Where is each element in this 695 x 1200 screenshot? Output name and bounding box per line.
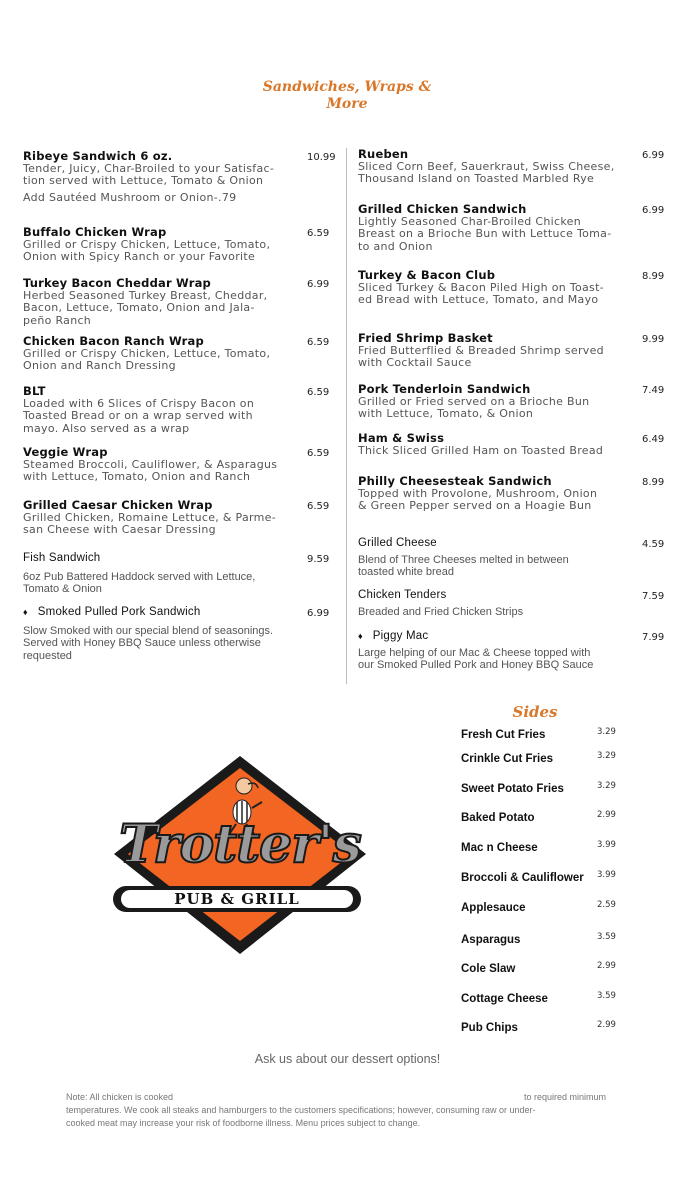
menu-item-name: [23, 150, 308, 163]
menu-item-name-text: Turkey Bacon Cheddar Wrap: [23, 276, 211, 290]
menu-item: [23, 385, 308, 435]
menu-item-price: 7.99: [642, 632, 665, 643]
menu-item: [358, 589, 643, 618]
menu-item-name-text: Grilled Cheese: [358, 537, 437, 549]
menu-item: [358, 332, 643, 370]
menu-item-name: [23, 385, 308, 398]
menu-item-description: Grilled or Crispy Chicken, Lettuce, Tomato, Onion and Ranch Dressing: [23, 346, 271, 372]
menu-item-description: 6oz Pub Battered Haddock served with Lettuce, Tomato & Onion: [23, 570, 256, 595]
note-line-3: cooked meat may increase your risk of foodborne illness. Menu prices subject to change.: [66, 1118, 421, 1128]
menu-item: [23, 226, 308, 264]
menu-item-price: 6.59: [307, 387, 330, 398]
side-item-name: Asparagus: [461, 934, 521, 946]
dessert-message: Ask us about our dessert options!: [254, 1052, 441, 1066]
side-item-price: 3.99: [597, 840, 616, 850]
menu-item-description: Large helping of our Mac & Cheese topped with our Smoked Pulled Pork and Honey BBQ Sauce: [358, 646, 594, 671]
side-item-name: Crinkle Cut Fries: [461, 753, 554, 765]
menu-item-name: [23, 606, 308, 619]
menu-item: [358, 203, 643, 253]
menu-item-name: [358, 589, 643, 602]
side-item-price: 3.59: [597, 932, 616, 942]
menu-item-name: [358, 203, 643, 216]
menu-item-name-text: Grilled Chicken Sandwich: [358, 202, 527, 216]
menu-item-name-text: Chicken Tenders: [358, 589, 447, 601]
logo-subtitle-inner: PUB & GRILL: [121, 890, 353, 908]
menu-item-price: 7.49: [642, 385, 665, 396]
menu-item-price: 6.59: [307, 448, 330, 459]
side-item-price: 2.99: [597, 810, 616, 820]
menu-item: [23, 499, 308, 537]
menu-item: [23, 606, 308, 662]
menu-item-description: Lightly Seasoned Char-Broiled Chicken Breast on a Brioche Bun with Lettuce Toma- to and Onion: [358, 214, 612, 253]
side-item-price: 3.29: [597, 751, 616, 761]
menu-item-price: 8.99: [642, 271, 665, 282]
menu-item-price: 6.99: [307, 279, 330, 290]
side-item-name: Applesauce: [461, 902, 526, 914]
menu-item-description: Tender, Juicy, Char-Broiled to your Satisfac- tion served with Lettuce, Tomato & Onion: [23, 161, 275, 187]
side-item-price: 3.59: [597, 991, 616, 1001]
menu-item-description: Blend of Three Cheeses melted in between toasted white bread: [358, 553, 569, 578]
menu-item-name-text: Buffalo Chicken Wrap: [23, 225, 167, 239]
menu-item: [23, 150, 308, 204]
menu-item-name-text: Pork Tenderloin Sandwich: [358, 382, 531, 396]
menu-item-price: 4.59: [642, 539, 665, 550]
side-item-price: 3.99: [597, 870, 616, 880]
side-item-name: Baked Potato: [461, 812, 535, 824]
menu-item-name: [358, 630, 643, 643]
menu-item-name: [23, 277, 308, 290]
side-item-name: Cole Slaw: [461, 963, 516, 975]
menu-item: [358, 475, 643, 513]
menu-item-name-text: Chicken Bacon Ranch Wrap: [23, 334, 204, 348]
logo: [60, 752, 420, 962]
menu-item-description: Thick Sliced Grilled Ham on Toasted Bread: [358, 443, 604, 457]
menu-item-description: Sliced Turkey & Bacon Piled High on Toast- ed Bread with Lettuce, Tomato, and Mayo: [358, 280, 604, 306]
diamond-bullet-icon: ♦: [23, 607, 28, 617]
menu-item-description: Grilled or Crispy Chicken, Lettuce, Tomato, Onion with Spicy Ranch or your Favorite: [23, 237, 271, 263]
side-item-price: 2.59: [597, 900, 616, 910]
menu-item-name-text: Ham & Swiss: [358, 431, 445, 445]
menu-item: [358, 148, 643, 186]
menu-item-name: [23, 446, 308, 459]
menu-item-name-text: Piggy Mac: [372, 630, 429, 642]
side-item-price: 2.99: [597, 1020, 616, 1030]
side-item-name: Cottage Cheese: [461, 993, 548, 1005]
column-divider: [346, 148, 347, 684]
menu-item-description: Loaded with 6 Slices of Crispy Bacon on Toasted Bread or on a wrap served with mayo. Also served as a wrap: [23, 396, 255, 435]
menu-item-name: [358, 432, 643, 445]
menu-item-description: Breaded and Fried Chicken Strips: [358, 605, 524, 618]
menu-item: [23, 446, 308, 484]
menu-item-price: 6.99: [307, 608, 330, 619]
menu-item-price: 9.59: [307, 554, 330, 565]
menu-item-name-text: Fish Sandwich: [23, 552, 101, 564]
section-title-sandwiches: Sandwiches, Wraps & More: [262, 79, 432, 112]
menu-item-name: [358, 383, 643, 396]
menu-item-name-text: Turkey & Bacon Club: [358, 268, 496, 282]
side-item-name: Mac n Cheese: [461, 842, 538, 854]
menu-item-name-text: Grilled Caesar Chicken Wrap: [23, 498, 213, 512]
menu-item: [358, 432, 643, 457]
menu-item-name: [23, 335, 308, 348]
menu-item-name: [358, 269, 643, 282]
menu-item-description: Slow Smoked with our special blend of seasonings. Served with Honey BBQ Sauce unless otherwise requested: [23, 624, 274, 662]
menu-item-price: 6.59: [307, 501, 330, 512]
section-title-sides: Sides: [512, 703, 558, 721]
menu-item: [23, 552, 308, 596]
menu-item-addon: Add Sautéed Mushroom or Onion-.79: [23, 190, 237, 204]
menu-item-name: [358, 537, 643, 550]
menu-item-name: [358, 475, 643, 488]
menu-item-description: Herbed Seasoned Turkey Breast, Cheddar, Bacon, Lettuce, Tomato, Onion and Jala- peño Ranch: [23, 288, 268, 327]
menu-item-price: 6.99: [642, 205, 665, 216]
menu-item-price: 8.99: [642, 477, 665, 488]
side-item-price: 3.29: [597, 727, 616, 737]
side-item-name: Broccoli & Cauliflower: [461, 872, 584, 884]
menu-item: [23, 335, 308, 373]
menu-item-price: 9.99: [642, 334, 665, 345]
menu-item-name: [23, 552, 308, 565]
menu-item-price: 7.59: [642, 591, 665, 602]
menu-item-name-text: Veggie Wrap: [23, 445, 108, 459]
menu-item-name-text: Rueben: [358, 147, 409, 161]
menu-item-name-text: Smoked Pulled Pork Sandwich: [37, 606, 201, 618]
menu-item-name: [358, 332, 643, 345]
menu-item-name-text: Fried Shrimp Basket: [358, 331, 493, 345]
menu-item-name: [23, 499, 308, 512]
diamond-bullet-icon: ♦: [358, 631, 363, 641]
menu-item-name: [23, 226, 308, 239]
note-line-2: temperatures. We cook all steaks and hamburgers to the customers specifications; however, consuming raw or under-: [66, 1105, 536, 1115]
side-item-price: 3.29: [597, 781, 616, 791]
menu-item-price: 6.59: [307, 337, 330, 348]
menu-item-name-text: Philly Cheesesteak Sandwich: [358, 474, 552, 488]
menu-item-description: Steamed Broccoli, Cauliflower, & Asparagus with Lettuce, Tomato, Onion and Ranch: [23, 457, 278, 483]
menu-item: [23, 277, 308, 327]
logo-wordmark: Trotter's: [119, 814, 361, 875]
note-line-1-left: Note: All chicken is cooked: [66, 1092, 174, 1102]
menu-item-description: Fried Butterflied & Breaded Shrimp served with Cocktail Sauce: [358, 343, 604, 369]
menu-item: [358, 630, 643, 672]
side-item-name: Pub Chips: [461, 1022, 518, 1034]
menu-item-price: 6.49: [642, 434, 665, 445]
menu-item: [358, 383, 643, 421]
menu-item-name-text: Ribeye Sandwich 6 oz.: [23, 149, 173, 163]
menu-item-description: Grilled or Fried served on a Brioche Bun with Lettuce, Tomato, & Onion: [358, 394, 590, 420]
side-item-price: 2.99: [597, 961, 616, 971]
menu-item: [358, 537, 643, 579]
logo-subtitle-badge: [113, 886, 361, 912]
menu-item-price: 10.99: [307, 152, 336, 163]
side-item-name: Sweet Potato Fries: [461, 783, 564, 795]
menu-item-price: 6.59: [307, 228, 330, 239]
side-item-name: Fresh Cut Fries: [461, 729, 546, 741]
note-line-1: [66, 1091, 626, 1104]
menu-item: [358, 269, 643, 307]
menu-item-description: Topped with Provolone, Mushroom, Onion & Green Pepper served on a Hoagie Bun: [358, 486, 598, 512]
menu-item-description: Sliced Corn Beef, Sauerkraut, Swiss Cheese, Thousand Island on Toasted Marbled Rye: [358, 159, 615, 185]
menu-item-name-text: BLT: [23, 384, 46, 398]
note-line-1-right: to required minimum: [524, 1092, 607, 1102]
menu-item-price: 6.99: [642, 150, 665, 161]
menu-item-name: [358, 148, 643, 161]
menu-item-description: Grilled Chicken, Romaine Lettuce, & Parme- san Cheese with Caesar Dressing: [23, 510, 276, 536]
